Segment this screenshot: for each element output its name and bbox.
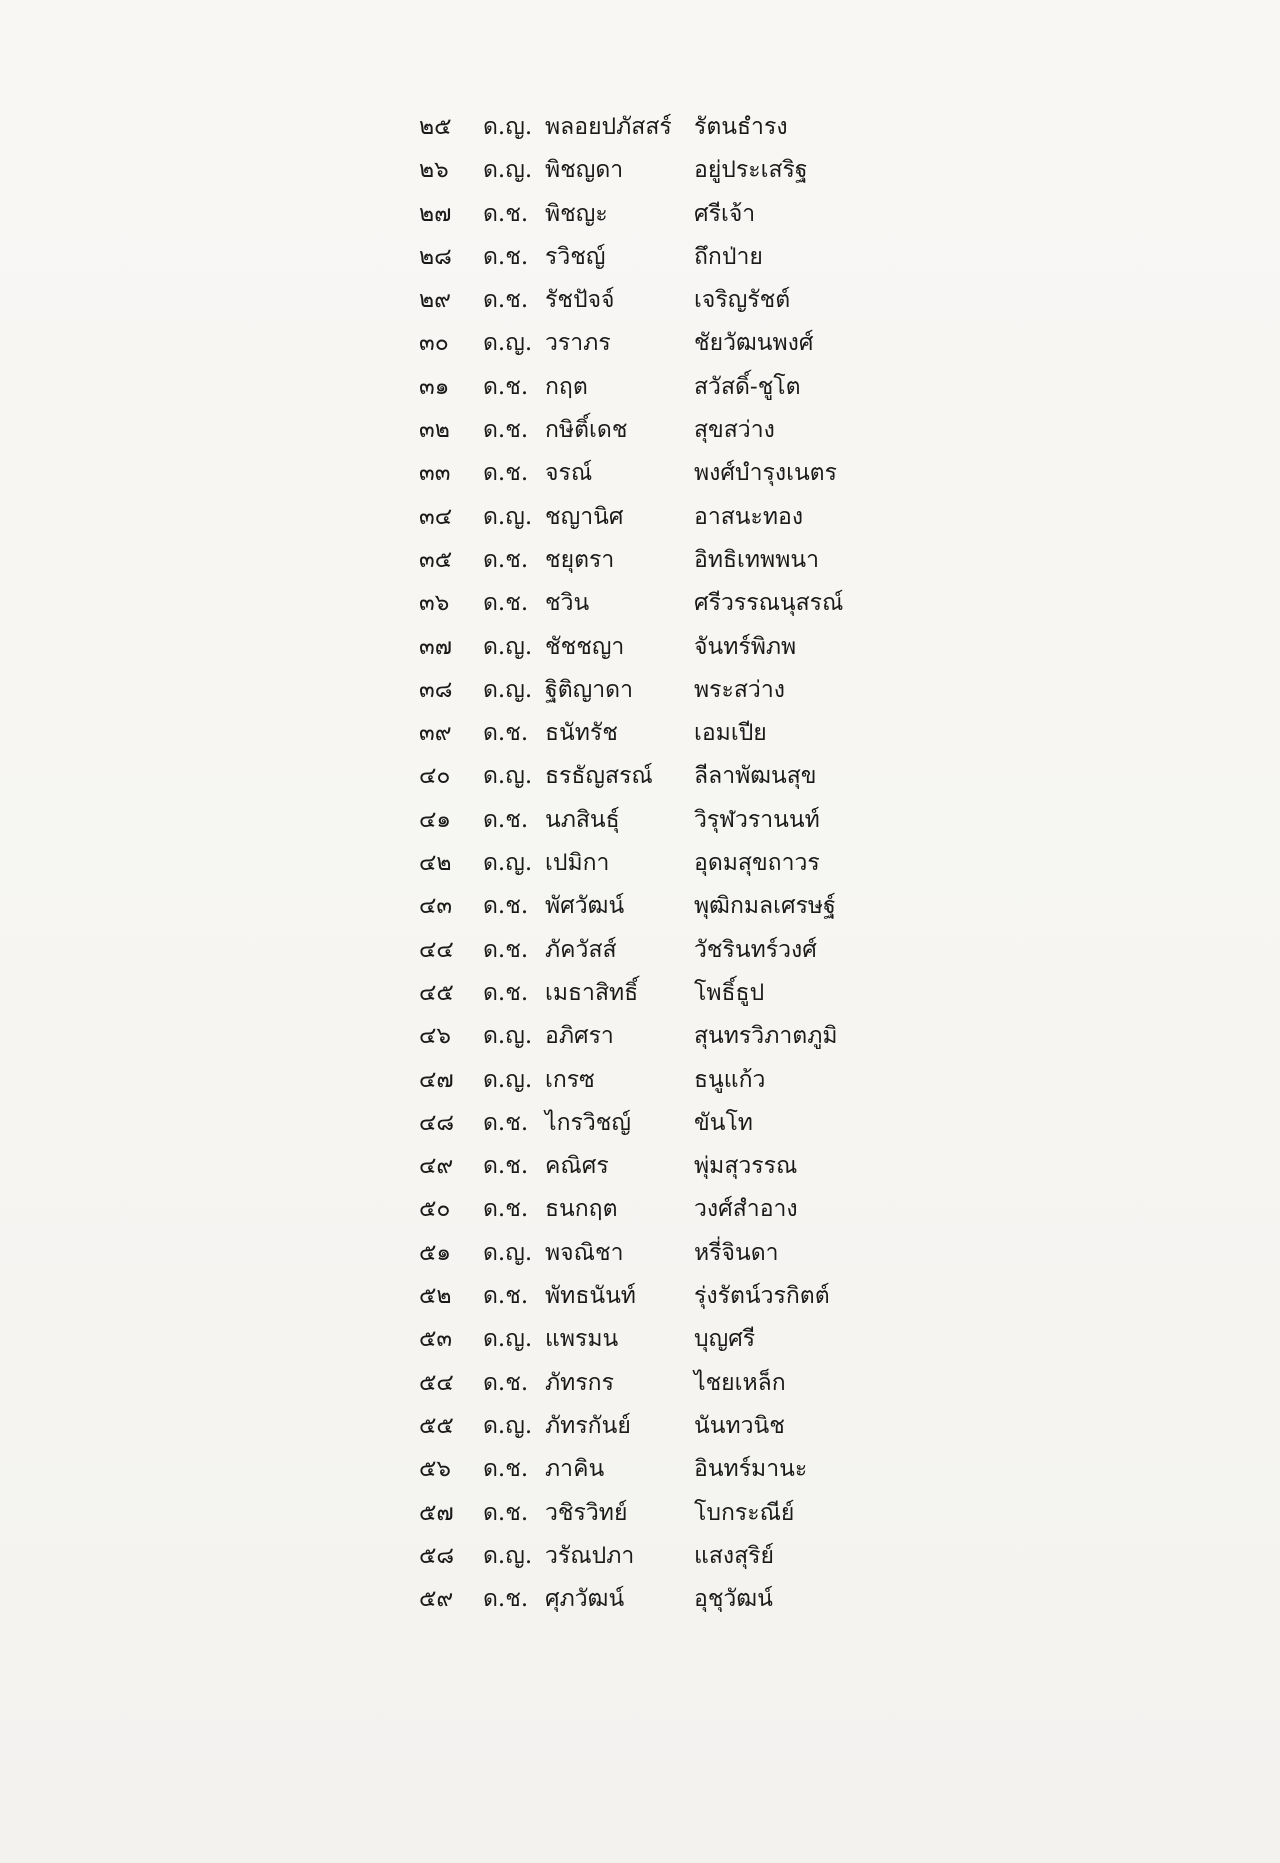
- row-number: ๕๘: [419, 1542, 455, 1569]
- roster-row: [0, 1456, 1280, 1512]
- first-name: ธนกฤต: [545, 1196, 618, 1223]
- roster-row: [0, 676, 1280, 733]
- first-name: พิชญะ: [545, 200, 608, 227]
- last-name: พุ่มสุวรรณ: [694, 1153, 798, 1180]
- roster-row: [0, 979, 1280, 1036]
- row-number: ๓๓: [419, 460, 451, 487]
- first-name: พิชญดา: [545, 157, 624, 184]
- last-name: โพธิ์ธูป: [694, 979, 765, 1006]
- row-number: ๕๗: [419, 1499, 454, 1526]
- first-name: ธนัทรัช: [545, 720, 618, 747]
- row-number: ๓๑: [419, 373, 450, 400]
- name-prefix: ด.ช.: [483, 590, 529, 617]
- last-name: รุ่งรัตน์วรกิตต์: [694, 1283, 830, 1310]
- first-name: ชยุตรา: [545, 546, 615, 573]
- row-number: ๓๗: [419, 633, 453, 660]
- first-name: นภสินธุ์: [545, 806, 620, 833]
- name-prefix: ด.ญ.: [483, 157, 533, 184]
- last-name: บุญศรี: [694, 1326, 756, 1353]
- first-name: อภิศรา: [545, 1023, 614, 1050]
- name-prefix: ด.ช.: [483, 806, 529, 833]
- roster-row: [0, 1239, 1280, 1296]
- row-number: ๓๙: [419, 720, 452, 747]
- last-name: ชัยวัฒนพงศ์: [694, 330, 814, 357]
- row-number: ๔๒: [419, 850, 452, 877]
- last-name: โบกระณีย์: [694, 1499, 795, 1526]
- roster-row: [0, 1412, 1280, 1469]
- row-number: ๕๒: [419, 1283, 452, 1310]
- first-name: ภัทรกันย์: [545, 1412, 631, 1439]
- last-name: อาสนะทอง: [694, 503, 804, 530]
- name-prefix: ด.ช.: [483, 1586, 529, 1613]
- name-prefix: ด.ช.: [483, 243, 529, 270]
- roster-row: [0, 114, 1280, 170]
- row-number: ๕๕: [419, 1412, 454, 1439]
- name-prefix: ด.ญ.: [483, 503, 533, 530]
- last-name: ขันโท: [694, 1109, 753, 1136]
- name-prefix: ด.ญ.: [483, 330, 533, 357]
- name-prefix: ด.ญ.: [483, 114, 533, 140]
- last-name: จันทร์พิภพ: [694, 633, 797, 660]
- first-name: วราภร: [545, 330, 611, 357]
- first-name: พัทธนันท์: [545, 1283, 636, 1310]
- first-name: ชญานิศ: [545, 503, 624, 530]
- name-prefix: ด.ญ.: [483, 633, 533, 660]
- last-name: เอมเปีย: [694, 720, 767, 747]
- roster-row: [0, 546, 1280, 603]
- first-name: ภาคิน: [545, 1456, 605, 1483]
- roster-row: [0, 1023, 1280, 1079]
- name-prefix: ด.ช.: [483, 1283, 529, 1310]
- name-prefix: ด.ช.: [483, 936, 529, 963]
- name-prefix: ด.ช.: [483, 287, 529, 314]
- roster-row: [0, 1283, 1280, 1339]
- first-name: กษิติ์เดช: [545, 417, 628, 444]
- row-number: ๔๙: [419, 1153, 454, 1180]
- name-prefix: ด.ช.: [483, 720, 529, 747]
- last-name: สวัสดิ์-ชูโต: [694, 373, 801, 400]
- roster-row: [0, 330, 1280, 386]
- name-prefix: ด.ญ.: [483, 763, 533, 790]
- name-prefix: ด.ช.: [483, 417, 529, 444]
- last-name: สุขสว่าง: [694, 417, 775, 444]
- roster-row: [0, 893, 1280, 949]
- row-number: ๔๘: [419, 1109, 455, 1136]
- row-number: ๔๗: [419, 1066, 454, 1093]
- first-name: รัชปัจจ์: [545, 287, 615, 314]
- name-prefix: ด.ญ.: [483, 1023, 533, 1050]
- last-name: หรี่จินดา: [694, 1239, 779, 1266]
- name-prefix: ด.ญ.: [483, 1239, 533, 1266]
- last-name: นันทวนิช: [694, 1412, 785, 1439]
- name-prefix: ด.ญ.: [483, 1326, 533, 1353]
- roster-row: [0, 417, 1280, 473]
- roster-row: [0, 850, 1280, 906]
- name-prefix: ด.ช.: [483, 1369, 529, 1396]
- last-name: อิทธิเทพพนา: [694, 546, 819, 573]
- roster-row: [0, 1196, 1280, 1252]
- first-name: วรัณปภา: [545, 1542, 635, 1569]
- roster-row: [0, 460, 1280, 516]
- roster-row: [0, 503, 1280, 560]
- row-number: ๒๕: [419, 114, 452, 140]
- name-prefix: ด.ญ.: [483, 676, 533, 703]
- row-number: ๒๗: [419, 200, 452, 227]
- roster-row: [0, 763, 1280, 819]
- row-number: ๓๐: [419, 330, 449, 357]
- row-number: ๓๕: [419, 546, 453, 573]
- name-prefix: ด.ช.: [483, 1456, 529, 1483]
- roster-row: [0, 590, 1280, 646]
- row-number: ๕๔: [419, 1369, 454, 1396]
- name-prefix: ด.ช.: [483, 1109, 529, 1136]
- name-prefix: ด.ญ.: [483, 1412, 533, 1439]
- first-name: รวิชญ์: [545, 243, 606, 270]
- first-name: ภัควัสส์: [545, 936, 617, 963]
- first-name: กฤต: [545, 373, 588, 400]
- last-name: ลีลาพัฒนสุข: [694, 763, 817, 790]
- roster-row: [0, 157, 1280, 213]
- last-name: พุฒิกมลเศรษฐ์: [694, 893, 836, 920]
- name-prefix: ด.ช.: [483, 979, 529, 1006]
- row-number: ๒๖: [419, 157, 449, 184]
- row-number: ๕๓: [419, 1326, 453, 1353]
- roster-row: [0, 806, 1280, 863]
- last-name: อุชุวัฒน์: [694, 1586, 773, 1613]
- row-number: ๓๘: [419, 676, 453, 703]
- name-prefix: ด.ช.: [483, 373, 529, 400]
- row-number: ๔๔: [419, 936, 454, 963]
- roster-row: [0, 633, 1280, 690]
- roster-row: [0, 1369, 1280, 1426]
- roster-row: [0, 1586, 1280, 1642]
- first-name: พจณิชา: [545, 1239, 624, 1266]
- roster-row: [0, 373, 1280, 430]
- last-name: ธนูแก้ว: [694, 1066, 766, 1093]
- name-prefix: ด.ช.: [483, 546, 529, 573]
- name-prefix: ด.ช.: [483, 893, 529, 920]
- row-number: ๓๒: [419, 417, 450, 444]
- last-name: ศรีเจ้า: [694, 200, 756, 227]
- last-name: ถึกป่าย: [694, 243, 763, 270]
- last-name: อยู่ประเสริฐ: [694, 157, 808, 184]
- name-prefix: ด.ช.: [483, 200, 529, 227]
- first-name: พลอยปภัสสร์: [545, 114, 672, 140]
- name-prefix: ด.ช.: [483, 1153, 529, 1180]
- row-number: ๒๘: [419, 243, 452, 270]
- last-name: วิรุฬวรานนท์: [694, 806, 820, 833]
- row-number: ๔๖: [419, 1023, 452, 1050]
- first-name: พัศวัฒน์: [545, 893, 625, 920]
- row-number: ๕๐: [419, 1196, 451, 1223]
- roster-row: [0, 1542, 1280, 1599]
- first-name: ฐิติญาดา: [545, 676, 633, 703]
- first-name: ธรธัญสรณ์: [545, 763, 653, 790]
- last-name: พระสว่าง: [694, 676, 785, 703]
- last-name: เจริญรัชต์: [694, 287, 791, 314]
- first-name: เปมิกา: [545, 850, 610, 877]
- first-name: ภัทรกร: [545, 1369, 614, 1396]
- row-number: ๔๐: [419, 763, 451, 790]
- last-name: รัตนธำรง: [694, 114, 788, 140]
- first-name: วชิรวิทย์: [545, 1499, 628, 1526]
- last-name: วงศ์สำอาง: [694, 1196, 798, 1223]
- row-number: ๕๖: [419, 1456, 452, 1483]
- roster-row: [0, 1109, 1280, 1166]
- last-name: วัชรินทร์วงศ์: [694, 936, 817, 963]
- row-number: ๕๑: [419, 1239, 452, 1266]
- first-name: ชวิน: [545, 590, 590, 617]
- first-name: เกรซ: [545, 1066, 595, 1093]
- first-name: ไกรวิชญ์: [545, 1109, 631, 1136]
- roster-row: [0, 243, 1280, 300]
- row-number: ๔๕: [419, 979, 454, 1006]
- roster-row: [0, 1066, 1280, 1123]
- row-number: ๓๔: [419, 503, 453, 530]
- roster-row: [0, 1153, 1280, 1209]
- row-number: ๓๖: [419, 590, 450, 617]
- student-roster: [0, 114, 1280, 1642]
- row-number: ๕๙: [419, 1586, 454, 1613]
- row-number: ๔๑: [419, 806, 452, 833]
- last-name: พงศ์บำรุงเนตร: [694, 460, 837, 487]
- roster-row: [0, 200, 1280, 257]
- first-name: จรณ์: [545, 460, 593, 487]
- row-number: ๔๓: [419, 893, 453, 920]
- first-name: ศุภวัฒน์: [545, 1586, 625, 1613]
- name-prefix: ด.ช.: [483, 460, 529, 487]
- last-name: แสงสุริย์: [694, 1542, 774, 1569]
- name-prefix: ด.ญ.: [483, 1542, 533, 1569]
- roster-row: [0, 1499, 1280, 1556]
- last-name: ศรีวรรณนุสรณ์: [694, 590, 844, 617]
- last-name: อินทร์มานะ: [694, 1456, 808, 1483]
- first-name: ชัชชญา: [545, 633, 625, 660]
- first-name: เมธาสิทธิ์: [545, 979, 639, 1006]
- name-prefix: ด.ช.: [483, 1196, 529, 1223]
- roster-row: [0, 1326, 1280, 1382]
- first-name: คณิศร: [545, 1153, 609, 1180]
- roster-row: [0, 287, 1280, 343]
- first-name: แพรมน: [545, 1326, 619, 1353]
- row-number: ๒๙: [419, 287, 452, 314]
- last-name: สุนทรวิภาตภูมิ: [694, 1023, 838, 1050]
- name-prefix: ด.ญ.: [483, 1066, 533, 1093]
- last-name: ไชยเหล็ก: [694, 1369, 786, 1396]
- last-name: อุดมสุขถาวร: [694, 850, 820, 877]
- name-prefix: ด.ญ.: [483, 850, 533, 877]
- name-prefix: ด.ช.: [483, 1499, 529, 1526]
- roster-row: [0, 936, 1280, 993]
